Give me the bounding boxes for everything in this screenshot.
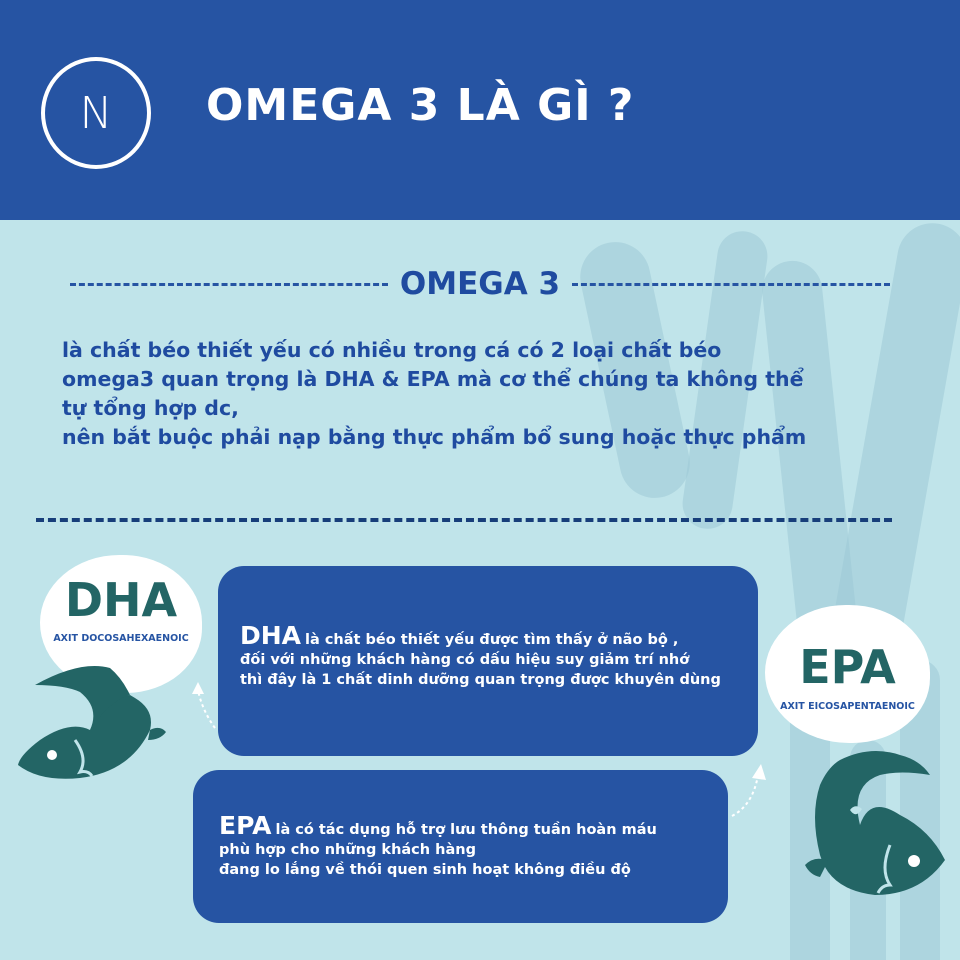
- epa-card-line: phù hợp cho những khách hàng: [219, 842, 476, 858]
- epa-info-card: [193, 770, 728, 923]
- dha-arrow-icon: [190, 680, 220, 730]
- dha-fish-icon: [10, 660, 170, 785]
- epa-card-key: EPA: [219, 811, 272, 840]
- epa-speech-bubble: [765, 605, 930, 743]
- section-heading: [70, 262, 890, 306]
- dha-card-key: DHA: [240, 621, 302, 650]
- intro-line: tự tổng hợp dc,: [62, 396, 239, 420]
- dashed-rule-right: [572, 283, 890, 286]
- epa-full-name: AXIT EICOSAPENTAENOIC: [780, 701, 915, 712]
- epa-arrow-icon: [728, 760, 768, 820]
- section-title: OMEGA 3: [399, 266, 561, 302]
- dha-code: DHA: [64, 573, 178, 627]
- epa-code: EPA: [799, 640, 896, 694]
- dha-info-card: [218, 566, 758, 756]
- dashed-rule-left: [70, 283, 388, 286]
- intro-line: là chất béo thiết yếu có nhiều trong cá có 2 loại chất béo: [62, 338, 722, 362]
- header-banner: [0, 0, 960, 220]
- logo-letter: N: [79, 87, 113, 139]
- epa-fish-icon: [800, 735, 950, 905]
- page-title: OMEGA 3 LÀ GÌ ?: [206, 80, 635, 131]
- dha-full-name: AXIT DOCOSAHEXAENOIC: [53, 633, 189, 644]
- intro-paragraph: [62, 336, 932, 452]
- epa-card-line: đang lo lắng về thói quen sinh hoạt không điều độ: [219, 862, 631, 878]
- section-divider: [36, 518, 892, 522]
- intro-line: nên bắt buộc phải nạp bằng thực phẩm bổ sung hoặc thực phẩm: [62, 425, 807, 449]
- dha-card-line: thì đây là 1 chất dinh dưỡng quan trọng được khuyên dùng: [240, 672, 721, 688]
- epa-card-line: EPA là có tác dụng hỗ trợ lưu thông tuần hoàn máu: [219, 811, 657, 840]
- dha-card-line: đối với những khách hàng có dấu hiệu suy giảm trí nhớ: [240, 652, 690, 668]
- brand-logo: [41, 57, 151, 169]
- intro-line: omega3 quan trọng là DHA & EPA mà cơ thể chúng ta không thể: [62, 367, 804, 391]
- dha-card-line: DHA là chất béo thiết yếu được tìm thấy ở não bộ ,: [240, 621, 679, 650]
